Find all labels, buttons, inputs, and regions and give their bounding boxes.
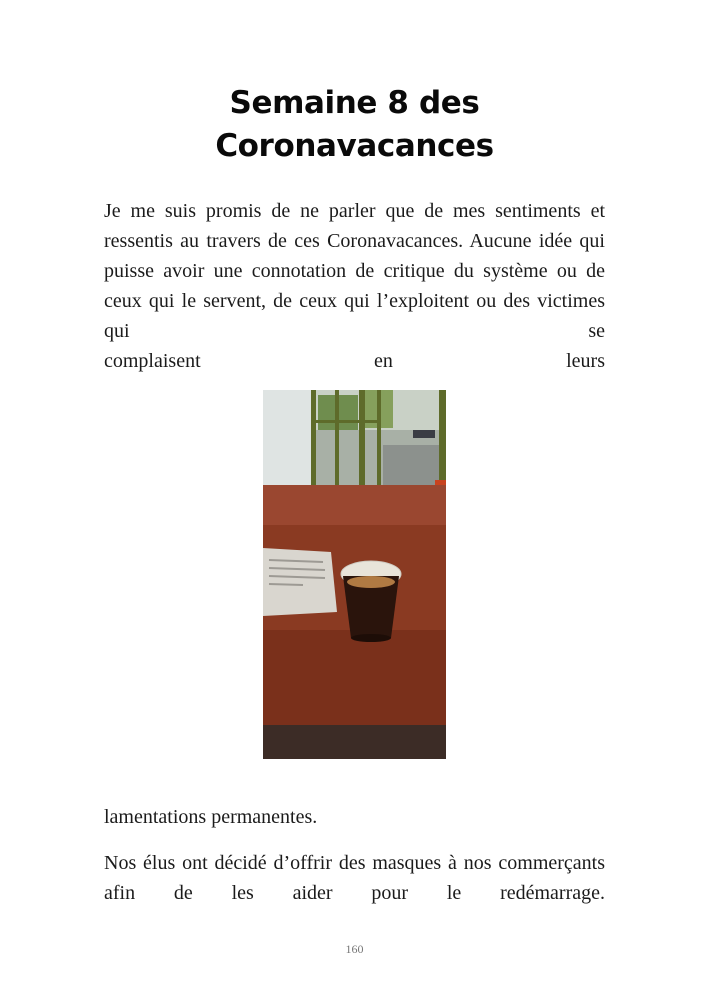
masks-line-2: commerçants afin de les aider pour le redémarrage. bbox=[104, 852, 606, 904]
paragraph-intro bbox=[104, 196, 605, 376]
intro-line-5: ceux qui l’exploitent ou des victimes qui se bbox=[104, 290, 606, 342]
intro-line-1: Je me suis promis de ne parler que de mes sentiments bbox=[104, 200, 581, 222]
page-title bbox=[0, 82, 709, 168]
intro-line-6: complaisent en leurs bbox=[104, 350, 605, 372]
coffee-photo-illustration bbox=[263, 390, 446, 759]
coffee-photo bbox=[263, 390, 446, 759]
paragraph-masks bbox=[104, 848, 605, 908]
intro-line-4: critique du système ou de ceux qui le servent, de bbox=[104, 260, 606, 312]
title-line-2: Coronavacances bbox=[215, 128, 494, 164]
paragraph-continuation: lamentations permanentes. bbox=[104, 806, 318, 828]
page-number: 160 bbox=[345, 942, 364, 956]
masks-line-1: Nos élus ont décidé d’offrir des masques à nos bbox=[104, 852, 492, 874]
title-line-1: Semaine 8 des bbox=[229, 85, 480, 121]
intro-line-3: Aucune idée qui puisse avoir une connotation de bbox=[104, 230, 605, 282]
intro-line-2: et ressentis au travers de ces Coronavacances. bbox=[104, 200, 605, 252]
